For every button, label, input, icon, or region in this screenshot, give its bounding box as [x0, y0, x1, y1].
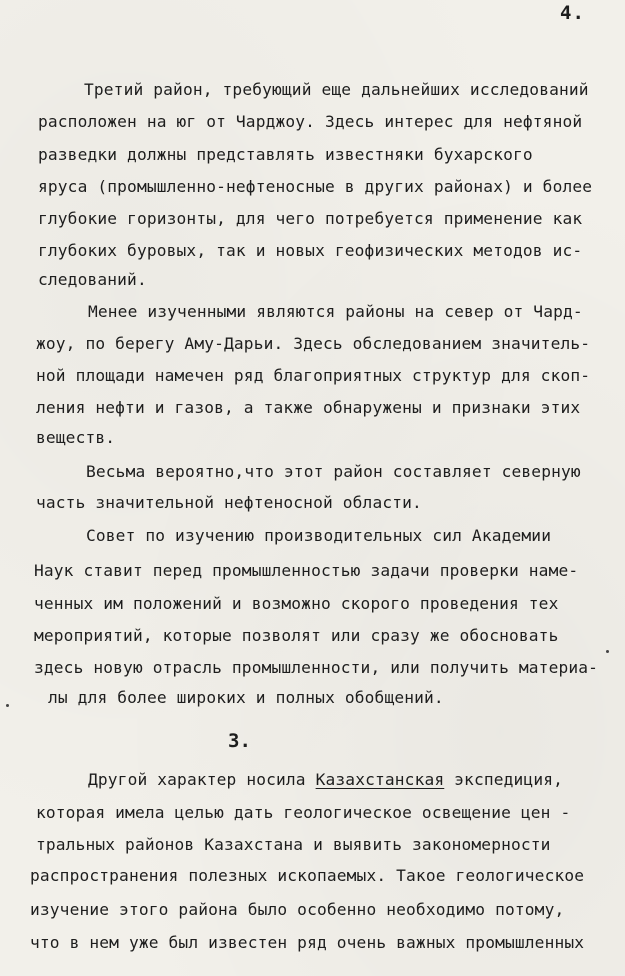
text-line: Совет по изучению производительных сил Академии	[86, 526, 552, 545]
text-line: разведки должны представлять известняки бухарского	[38, 145, 533, 164]
underlined-word: Казахстанская	[315, 770, 445, 789]
text-line: Третий район, требующий еще дальнейших исследований	[84, 80, 589, 99]
text-line: которая имела целью дать геологическое освещение цен -	[36, 803, 571, 822]
text-line: тральных районов Казахстана и выявить закономерности	[36, 835, 551, 854]
text-line: веществ.	[36, 428, 116, 447]
line-text-before: Другой характер носила	[88, 770, 316, 789]
text-line: распространения полезных ископаемых. Такое геологическое	[30, 866, 585, 885]
ink-speck	[6, 704, 9, 707]
text-line: яруса (промышленно-нефтеносные в других районах) и более	[38, 177, 593, 196]
text-line: ченных им положений и возможно скорого проведения тех	[34, 594, 559, 613]
text-line: Менее изученными являются районы на север от Чард-	[88, 302, 583, 321]
text-line: ной площади намечен ряд благоприятных структур для скоп-	[36, 366, 591, 385]
text-line: расположен на юг от Чарджоу. Здесь интерес для нефтяной	[38, 112, 583, 131]
text-line: часть значительной нефтеносной области.	[36, 493, 422, 512]
text-line: ления нефти и газов, а также обнаружены и признаки этих	[36, 398, 581, 417]
text-line: Наук ставит перед промышленностью задачи проверки наме-	[34, 561, 579, 580]
text-line: Весьма вероятно,что этот район составляет северную	[86, 462, 581, 481]
text-line: жоу, по берегу Аму-Дарьи. Здесь обследованием значитель-	[36, 334, 591, 353]
section-number: 3.	[228, 730, 251, 752]
page-number: 4.	[560, 2, 585, 24]
text-line: мероприятий, которые позволят или сразу же обосновать	[34, 626, 559, 645]
text-line: глубокие горизонты, для чего потребуется применение как	[38, 209, 583, 228]
line-text-after: экспедиция,	[444, 770, 564, 789]
text-line	[88, 770, 563, 790]
text-line: следований.	[38, 270, 147, 289]
text-line: изучение этого района было особенно необходимо потому,	[30, 900, 565, 919]
ink-speck	[606, 650, 609, 653]
text-line: что в нем уже был известен ряд очень важных промышленных	[30, 933, 585, 952]
text-line: глубоких буровых, так и новых геофизических методов ис-	[38, 241, 583, 260]
text-line: лы для более широких и полных обобщений.	[48, 688, 444, 707]
text-line: здесь новую отрасль промышленности, или получить материа-	[34, 658, 599, 677]
